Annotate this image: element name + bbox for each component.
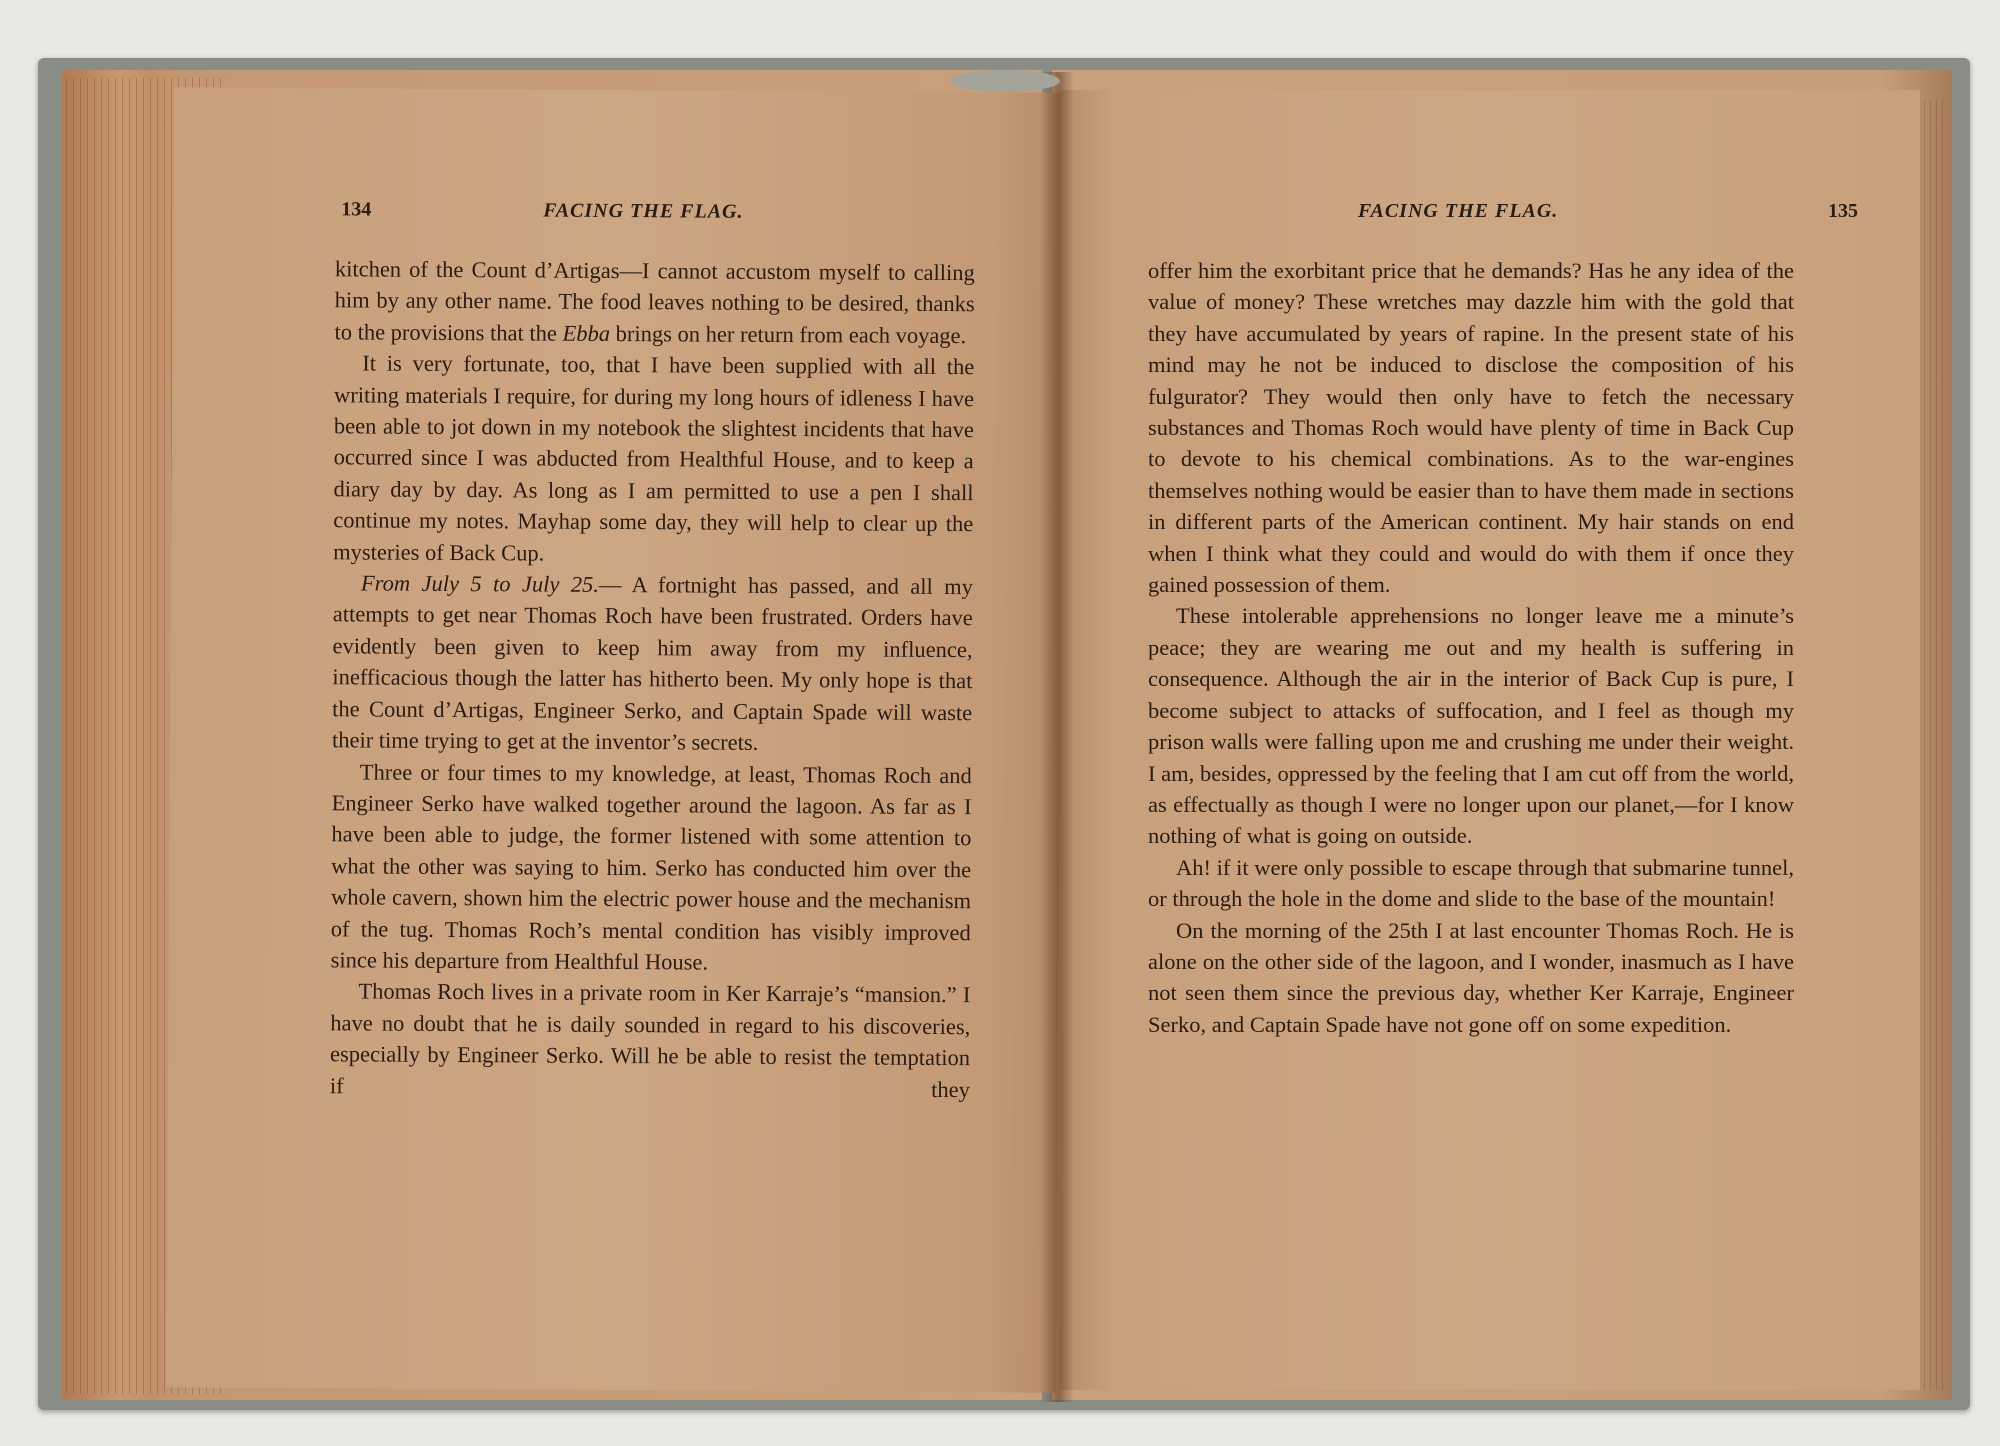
text-span: offer him the exorbitant price that he demands? Has he any idea of the value of money? These wretches may dazzle him with the gold that they have accumulated by years of rapine. In the present state of his mind may he not be induced to disclose the composition of his fulgurator? They would then only have to fetch the necessary substances and Thomas Roch would have plenty of time in Back Cup to devote to his chemical combinations. As to the war-engines themselves nothing would be easier than to have them made in sections in different parts of the American continent. My hair stands on end when I think what they could and would do with them if once they gained possession of them. [1148, 258, 1794, 598]
text-span: — A fortnight has passed, and all my attempts to get near Thomas Roch have been frustrated. Orders have evidently been given to keep him away from my influence, inefficacious though the latter has hitherto been. My only hope is that the Count d’Artigas, Engineer Serko, and Captain Spade will waste their time trying to get at the inventor’s secrets. [331, 571, 974, 755]
book-gutter [1040, 72, 1074, 1402]
right-page [1060, 90, 1920, 1390]
text-span: Ah! if it were only possible to escape through that submarine tunnel, or through the hole in the dome and slide to the base of the mountain! [1148, 854, 1794, 912]
left-page [166, 87, 1064, 1392]
text-span: It is very fortunate, too, that I have been supplied with all the writing materials I require, for during my long hours of idleness I have been able to jot down in my notebook the slightest incidents that have occurred since I was abducted from Healthful House, and to keep a diary day by day. As long as I am permitted to use a pen I shall continue my notes. Mayhap some day, they will help to clear up the mysteries of Back Cup. [333, 350, 975, 566]
paragraph [1148, 600, 1794, 851]
left-running-head [173, 197, 1063, 223]
text-span: On the morning of the 25th I at last encounter Thomas Roch. He is alone on the other side of the lagoon, and I wonder, inasmuch as I have not seen them since the previous day, whether Ker Karraje, Engineer Serko, and Captain Spade have not gone off on some expedition. [1148, 917, 1794, 1037]
running-title: FACING THE FLAG. [1358, 200, 1559, 222]
text-span: kitchen of the Count d’Artigas—I cannot accustom myself to calling him by any other name. The food leaves nothing to be desired, thanks to the provisions that the [334, 256, 975, 346]
running-title: FACING THE FLAG. [543, 199, 744, 223]
paragraph [1148, 255, 1794, 600]
paragraph [334, 253, 975, 351]
page-number: 134 [341, 198, 372, 221]
book-headband [950, 70, 1060, 92]
page-number: 135 [1828, 200, 1858, 222]
paragraph [1148, 852, 1794, 915]
text-span: Thomas Roch lives in a private room in Ker Karraje’s “mansion.” I have no doubt that he is daily sounded in regard to his discoveries, especially by Engineer Serko. Will he be able to resist the temptation if they [329, 978, 971, 1102]
paragraph [332, 567, 973, 759]
paragraph [333, 347, 974, 571]
paragraph [330, 976, 971, 1106]
right-page-text [1148, 255, 1794, 1040]
text-span: brings on her return from each voyage. [610, 320, 967, 348]
text-span: Three or four times to my knowledge, at least, Thomas Roch and Engineer Serko have walked together around the lagoon. As far as I have been able to judge, the former listened with some attention to what the other was saying to him. Serko has conducted him over the whole cavern, shown him the electric power house and the mechanism of the tug. Thomas Roch’s mental condition has visibly improved since his departure from Healthful House. [330, 758, 972, 975]
italic-ship-name: Ebba [562, 320, 611, 346]
text-span: These intolerable apprehensions no longer leave me a minute’s peace; they are wearing me out and my health is suffering in consequence. Although the air in the interior of Back Cup is pure, I become subject to attacks of suffocation, and I feel as though my prison walls were falling upon me and crushing me under their weight. I am, besides, oppressed by the feeling that I am cut off from the world, as effectually as though I were no longer upon our planet,—for I know nothing of what is going on outside. [1148, 603, 1794, 849]
left-page-text [330, 253, 975, 1105]
paragraph [331, 756, 972, 980]
diary-date-heading: From July 5 to July 25. [360, 570, 599, 597]
paragraph [1148, 915, 1794, 1041]
